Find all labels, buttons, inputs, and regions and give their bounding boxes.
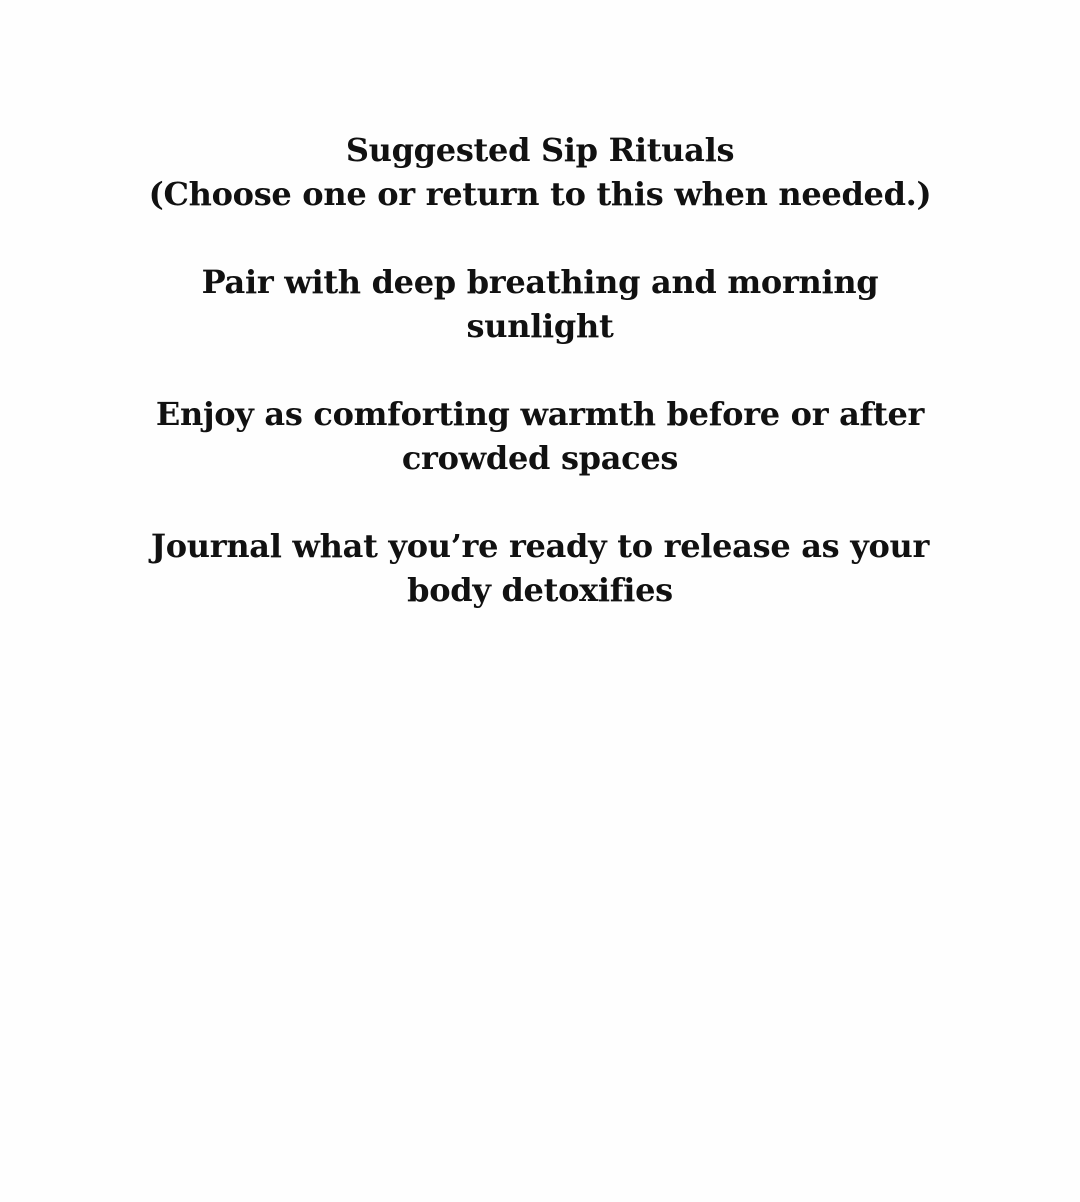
- ritual-text: Enjoy as comforting warmth before or after crowded spaces: [155, 395, 925, 477]
- heading-block: [130, 128, 950, 216]
- ritual-text: Journal what you’re ready to release as your body detoxifies: [150, 527, 930, 609]
- ritual-item-warmth: [130, 392, 950, 480]
- page-subtitle: (Choose one or return to this when needed.): [148, 175, 932, 213]
- ritual-item-breathing: [130, 260, 950, 348]
- ritual-item-journal: [130, 524, 950, 612]
- ritual-text: Pair with deep breathing and morning sunlight: [201, 263, 879, 345]
- page-title: Suggested Sip Rituals: [345, 131, 735, 169]
